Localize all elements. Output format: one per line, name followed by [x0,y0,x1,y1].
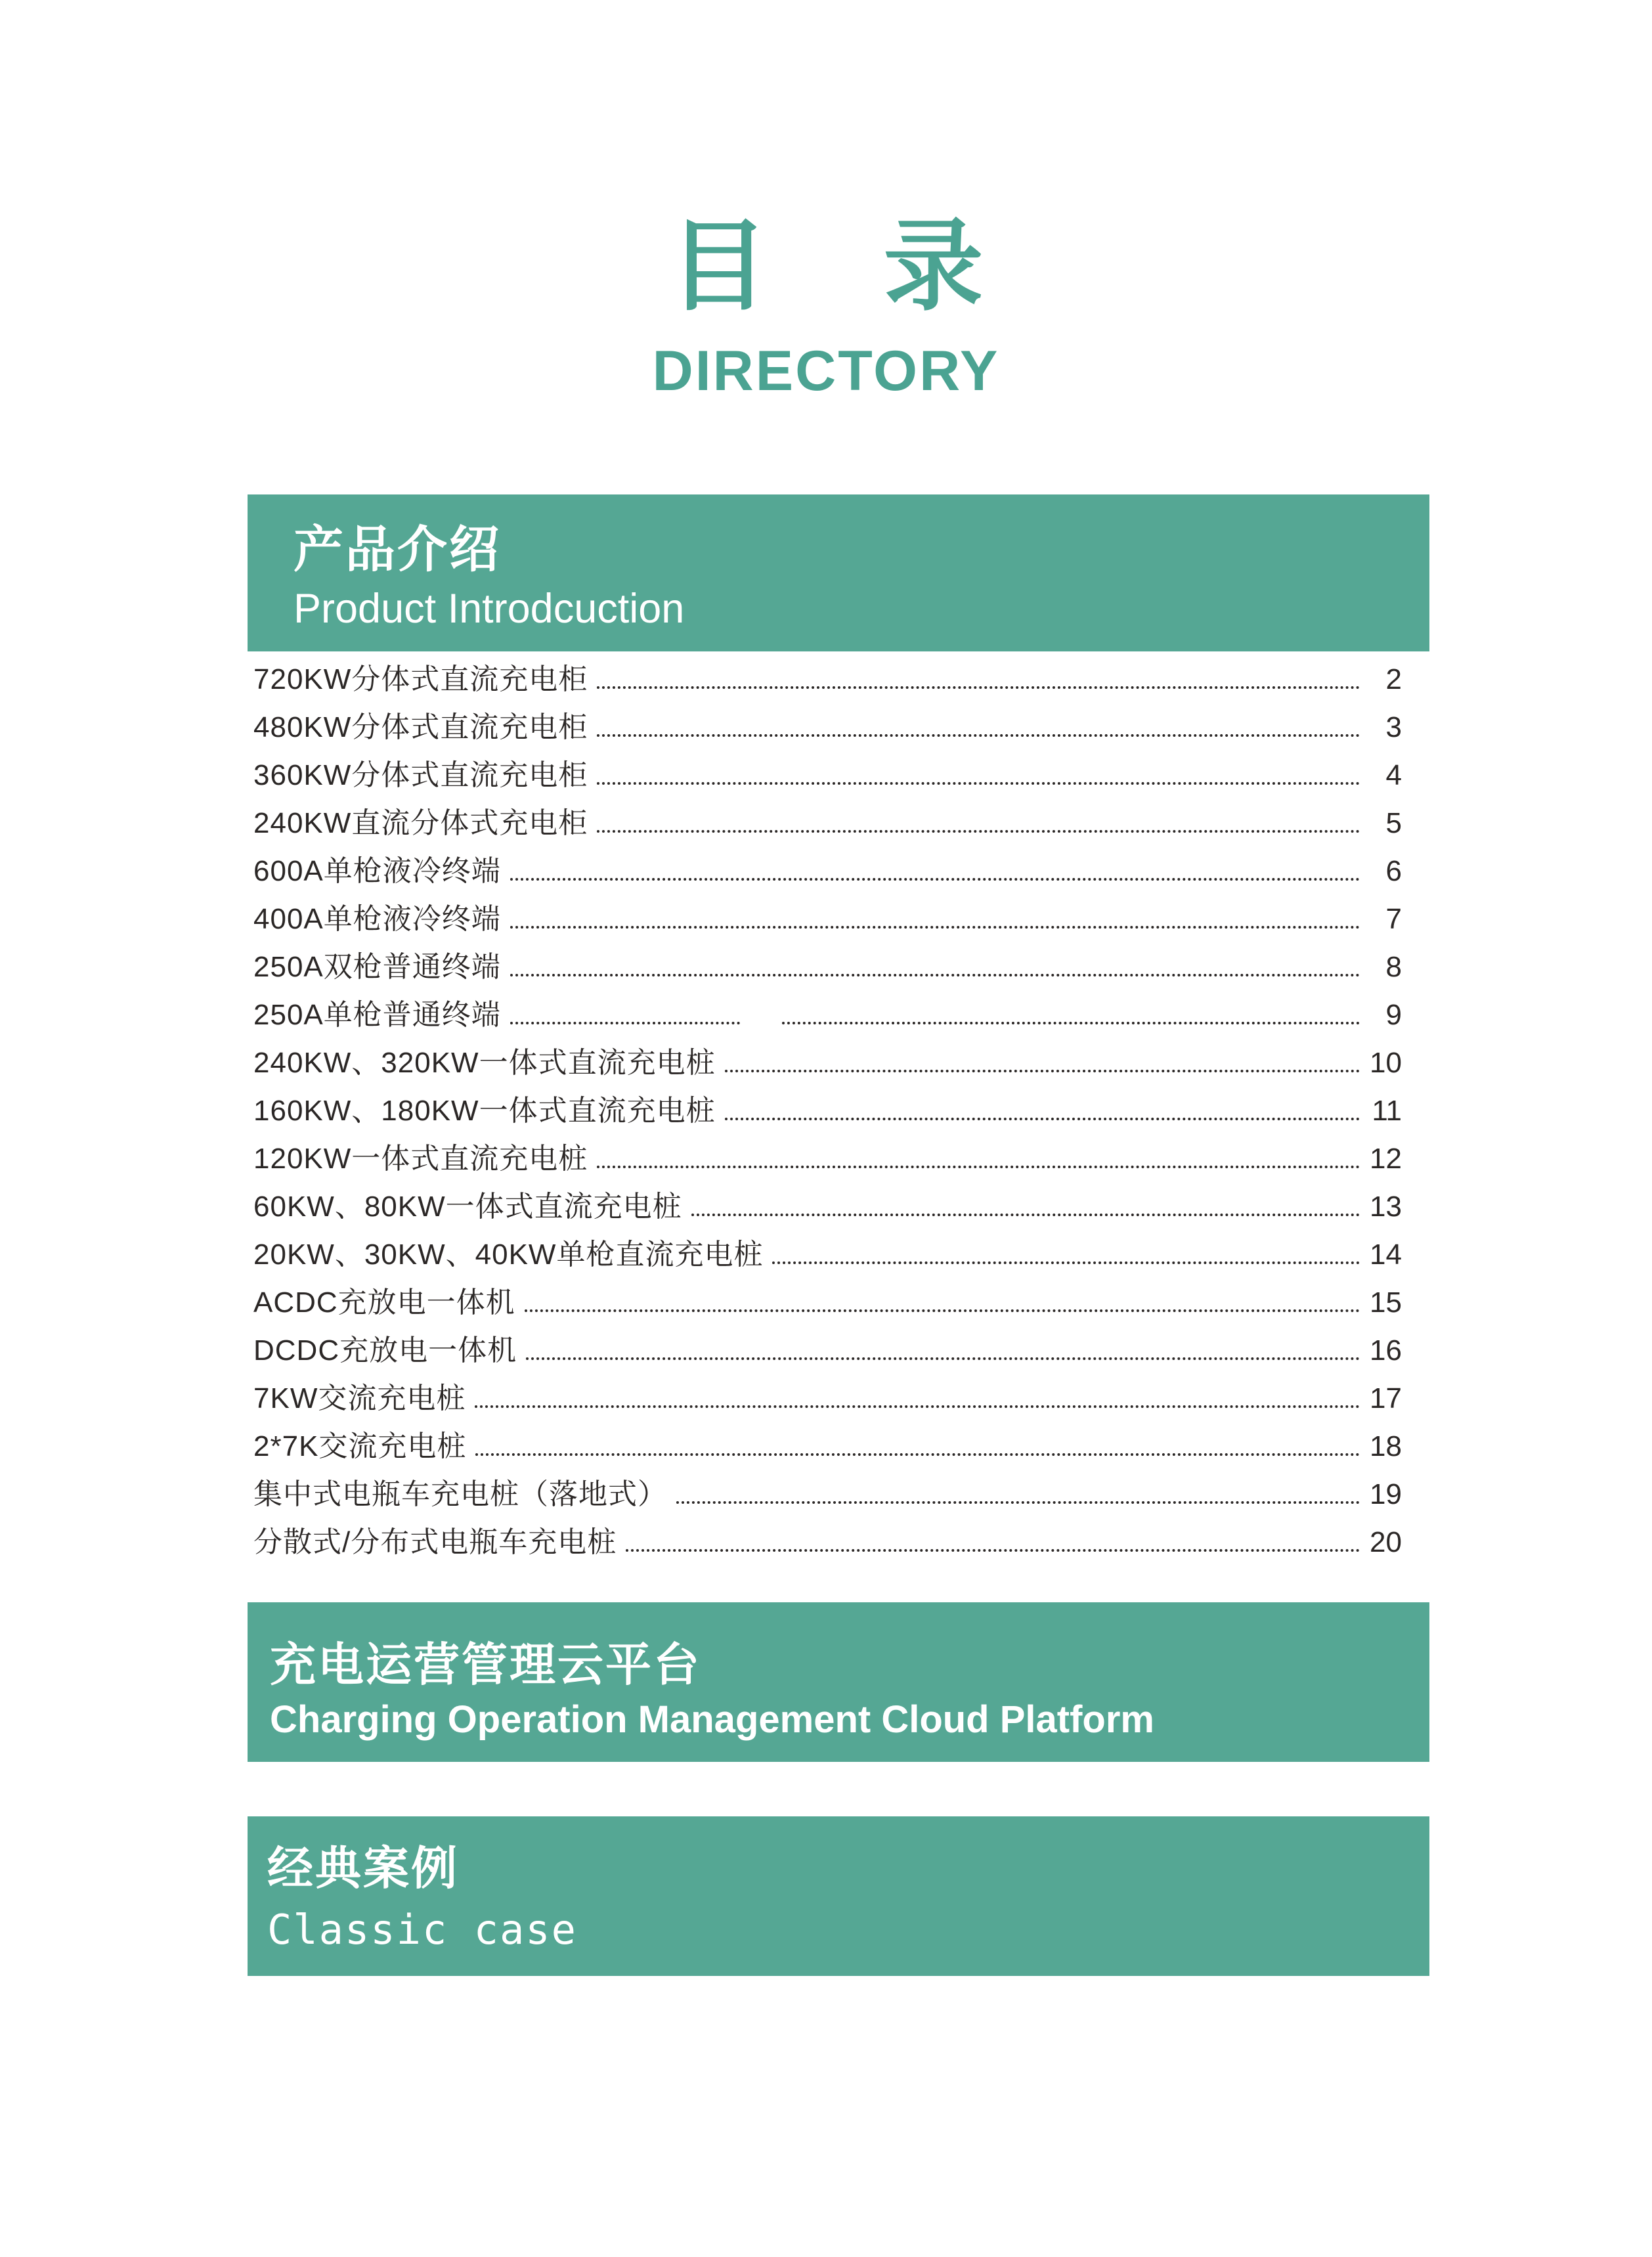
toc-item [253,943,1402,991]
toc-item-page: 15 [1370,1286,1402,1319]
toc-item-page: 3 [1385,711,1402,743]
toc-leader-dots [475,1453,1360,1456]
toc-item-label: 250A双枪普通终端 [253,951,501,983]
toc-leader-dots [526,1357,1360,1360]
toc-item-page: 16 [1370,1334,1402,1367]
toc-item-label: 240KW直流分体式充电柜 [253,807,588,839]
toc-item-page: 6 [1385,855,1402,887]
toc-item-label: 2*7K交流充电桩 [253,1430,467,1462]
toc-item [253,799,1402,847]
toc-item-label: ACDC充放电一体机 [253,1286,515,1319]
title-chinese-char-2: 录 [883,211,984,322]
toc-item-label: 120KW一体式直流充电桩 [253,1143,588,1175]
toc-item-page: 13 [1370,1191,1402,1223]
banner-classic-case-en: Classic case [267,1906,577,1954]
toc-item [253,1326,1402,1374]
title-chinese [0,211,1652,322]
banner-product-introduction-zh: 产品介绍 [293,522,501,578]
toc-leader-dots [597,734,1360,737]
toc-leader-dots [691,1214,1360,1216]
toc-leader-dots [597,1166,1360,1168]
toc-item [253,1374,1402,1422]
toc-item-page: 7 [1385,903,1402,935]
toc-item [253,1231,1402,1279]
toc-item [253,703,1402,751]
toc-item-label: 480KW分体式直流充电柜 [253,711,588,743]
toc-item [253,895,1402,943]
toc-leader-dots [597,686,1360,689]
section-banner-classic-case [248,1816,1429,1976]
toc-list [253,655,1402,1566]
toc-item-page: 5 [1385,807,1402,839]
toc-item-label: 720KW分体式直流充电柜 [253,663,588,695]
toc-item-page: 4 [1385,759,1402,791]
toc-item-label: 20KW、30KW、40KW单枪直流充电桩 [253,1238,764,1271]
banner-cloud-platform-zh: 充电运营管理云平台 [270,1639,701,1690]
toc-item-page: 20 [1370,1526,1402,1558]
toc-item-label: 240KW、320KW一体式直流充电桩 [253,1047,716,1079]
toc-item-page: 18 [1370,1430,1402,1462]
toc-item-page: 12 [1370,1143,1402,1175]
toc-leader-dots [510,974,1360,976]
toc-item-page: 9 [1385,999,1402,1031]
toc-leader-dots [772,1261,1360,1264]
toc-item-label: 600A单枪液冷终端 [253,855,501,887]
toc-item-label: 集中式电瓶车充电桩（落地式） [253,1478,667,1510]
toc-leader-dots [725,1118,1360,1120]
toc-item [253,1087,1402,1135]
toc-item [253,1422,1402,1470]
toc-item-page: 10 [1370,1047,1402,1079]
banner-cloud-platform-en: Charging Operation Management Cloud Platform [270,1698,1154,1741]
toc-item-label: 分散式/分布式电瓶车充电桩 [253,1526,617,1558]
toc-item [253,1518,1402,1566]
toc-item-page: 14 [1370,1238,1402,1271]
toc-leader-dots [676,1501,1360,1504]
toc-item [253,1279,1402,1326]
title-chinese-char-1: 目 [668,211,769,322]
section-banner-product-introduction [248,494,1429,651]
banner-product-introduction-en: Product Introdcuction [293,586,685,632]
toc-item [253,751,1402,799]
toc-item [253,847,1402,895]
toc-leader-dots [510,878,1360,881]
toc-item [253,1135,1402,1183]
toc-item [253,1470,1402,1518]
toc-item-label: 7KW交流充电桩 [253,1382,466,1414]
toc-item [253,655,1402,703]
title-english: DIRECTORY [652,340,1000,403]
toc-item-page: 11 [1372,1095,1402,1127]
toc-leader-dots [597,830,1360,833]
toc-item-label: 360KW分体式直流充电柜 [253,759,588,791]
toc-leader-dots [510,1022,740,1024]
toc-item-label: 250A单枪普通终端 [253,999,501,1031]
toc-leader-dots [626,1549,1360,1552]
toc-leader-dots [782,1022,1360,1024]
toc-item [253,991,1402,1039]
toc-item-label: 60KW、80KW一体式直流充电桩 [253,1191,682,1223]
banner-classic-case-zh: 经典案例 [267,1843,459,1894]
toc-item [253,1183,1402,1231]
toc-item-label: 400A单枪液冷终端 [253,903,501,935]
toc-item-label: DCDC充放电一体机 [253,1334,517,1367]
toc-leader-dots [510,926,1360,929]
toc-item [253,1039,1402,1087]
toc-item-label: 160KW、180KW一体式直流充电桩 [253,1095,716,1127]
toc-leader-dots [725,1070,1360,1072]
toc-leader-dots [597,782,1360,785]
toc-leader-dots [475,1405,1360,1408]
toc-item-page: 2 [1385,663,1402,695]
section-banner-cloud-platform [248,1602,1429,1762]
toc-item-page: 19 [1370,1478,1402,1510]
toc-item-page: 8 [1385,951,1402,983]
toc-item-page: 17 [1370,1382,1402,1414]
toc-leader-dots [525,1309,1360,1312]
